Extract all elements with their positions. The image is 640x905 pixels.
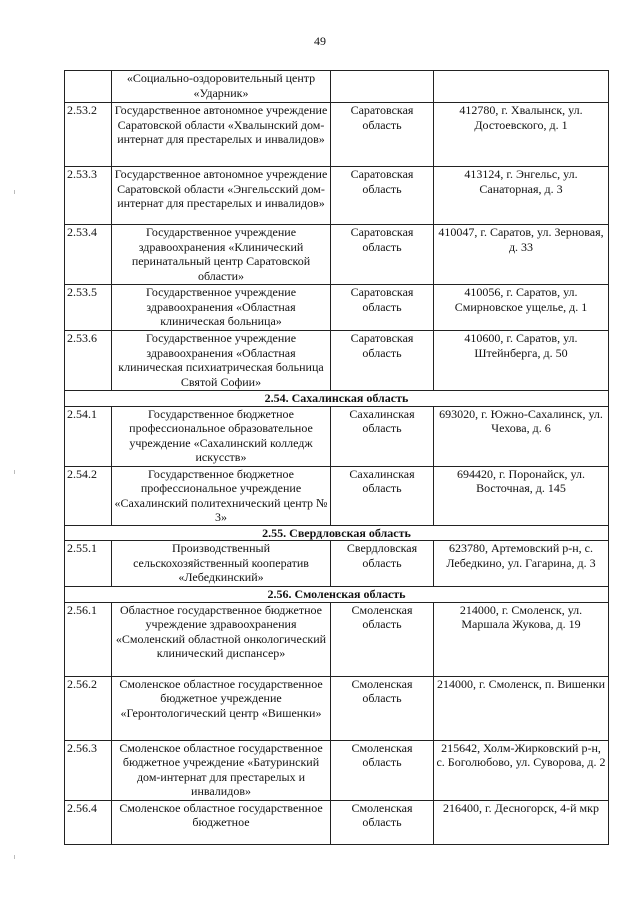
address: 693020, г. Южно-Сахалинск, ул. Чехова, д. 6	[434, 406, 609, 466]
section-header-row	[65, 525, 609, 541]
region-name: Саратовская область	[331, 331, 434, 391]
table-row	[65, 71, 609, 103]
region-name: Смоленская область	[331, 676, 434, 740]
row-number: 2.54.1	[65, 406, 112, 466]
institution-name: Областное государственное бюджетное учреждение здравоохранения «Смоленский областной онкологический клинический диспансер»	[112, 602, 331, 676]
address: 410047, г. Саратов, ул. Зерновая, д. 33	[434, 225, 609, 285]
table-body	[65, 71, 609, 845]
table-row	[65, 676, 609, 740]
row-number: 2.55.1	[65, 541, 112, 587]
address	[434, 71, 609, 103]
region-name: Саратовская область	[331, 103, 434, 167]
institutions-table	[64, 70, 609, 845]
scan-mark	[14, 190, 15, 194]
region-name: Саратовская область	[331, 225, 434, 285]
institution-name: Производственный сельскохозяйственный кооператив «Лебедкинский»	[112, 541, 331, 587]
address: 410600, г. Саратов, ул. Штейнберга, д. 50	[434, 331, 609, 391]
institution-name: Государственное автономное учреждение Саратовской области «Хвалынский дом-интернат для престарелых и инвалидов»	[112, 103, 331, 167]
institution-name: Государственное учреждение здравоохранения «Областная клиническая психиатрическая больница Святой Софии»	[112, 331, 331, 391]
institution-name: Государственное бюджетное профессиональное учреждение «Сахалинский политехнический центр № 3»	[112, 466, 331, 525]
region-name: Смоленская область	[331, 740, 434, 800]
address: 214000, г. Смоленск, ул. Маршала Жукова, д. 19	[434, 602, 609, 676]
region-name: Смоленская область	[331, 800, 434, 844]
institution-name: Государственное учреждение здравоохранения «Клинический перинатальный центр Саратовской области»	[112, 225, 331, 285]
address: 623780, Артемовский р-н, с. Лебедкино, ул. Гагарина, д. 3	[434, 541, 609, 587]
region-name: Смоленская область	[331, 602, 434, 676]
row-number: 2.53.3	[65, 167, 112, 225]
page-number: 49	[314, 34, 326, 48]
row-number: 2.53.4	[65, 225, 112, 285]
row-number: 2.56.2	[65, 676, 112, 740]
institution-name: Смоленское областное государственное бюджетное учреждение «Батуринский дом-интернат для престарелых и инвалидов»	[112, 740, 331, 800]
table-row	[65, 602, 609, 676]
table-row	[65, 167, 609, 225]
institution-name: «Социально-оздоровительный центр «Ударник»	[112, 71, 331, 103]
table-row	[65, 225, 609, 285]
section-title: 2.54. Сахалинская область	[65, 391, 609, 407]
institution-name: Государственное автономное учреждение Саратовской области «Энгельсский дом-интернат для престарелых и инвалидов»	[112, 167, 331, 225]
table-row	[65, 800, 609, 844]
section-header-row	[65, 587, 609, 603]
address: 412780, г. Хвалынск, ул. Достоевского, д. 1	[434, 103, 609, 167]
row-number	[65, 71, 112, 103]
region-name: Сахалинская область	[331, 406, 434, 466]
region-name: Саратовская область	[331, 167, 434, 225]
table-row	[65, 331, 609, 391]
institution-name: Смоленское областное государственное бюджетное учреждение «Геронтологический центр «Вишенки»	[112, 676, 331, 740]
region-name: Саратовская область	[331, 285, 434, 331]
row-number: 2.56.4	[65, 800, 112, 844]
address: 215642, Холм-Жирковский р-н, с. Боголюбово, ул. Суворова, д. 2	[434, 740, 609, 800]
table-row	[65, 285, 609, 331]
row-number: 2.56.3	[65, 740, 112, 800]
row-number: 2.54.2	[65, 466, 112, 525]
table-row	[65, 103, 609, 167]
row-number: 2.53.2	[65, 103, 112, 167]
table-row	[65, 541, 609, 587]
address: 410056, г. Саратов, ул. Смирновское ущелье, д. 1	[434, 285, 609, 331]
row-number: 2.53.5	[65, 285, 112, 331]
section-title: 2.55. Свердловская область	[65, 525, 609, 541]
region-name: Сахалинская область	[331, 466, 434, 525]
row-number: 2.53.6	[65, 331, 112, 391]
institution-name: Государственное учреждение здравоохранения «Областная клиническая больница»	[112, 285, 331, 331]
section-header-row	[65, 391, 609, 407]
address: 216400, г. Десногорск, 4-й мкр	[434, 800, 609, 844]
section-title: 2.56. Смоленская область	[65, 587, 609, 603]
row-number: 2.56.1	[65, 602, 112, 676]
table-row	[65, 406, 609, 466]
scan-mark	[14, 470, 15, 474]
scan-mark	[14, 855, 15, 859]
region-name: Свердловская область	[331, 541, 434, 587]
address: 214000, г. Смоленск, п. Вишенки	[434, 676, 609, 740]
address: 413124, г. Энгельс, ул. Санаторная, д. 3	[434, 167, 609, 225]
address: 694420, г. Поронайск, ул. Восточная, д. 145	[434, 466, 609, 525]
region-name	[331, 71, 434, 103]
institution-name: Смоленское областное государственное бюджетное	[112, 800, 331, 844]
table-row	[65, 466, 609, 525]
table-row	[65, 740, 609, 800]
institution-name: Государственное бюджетное профессиональное образовательное учреждение «Сахалинский колледж искусств»	[112, 406, 331, 466]
